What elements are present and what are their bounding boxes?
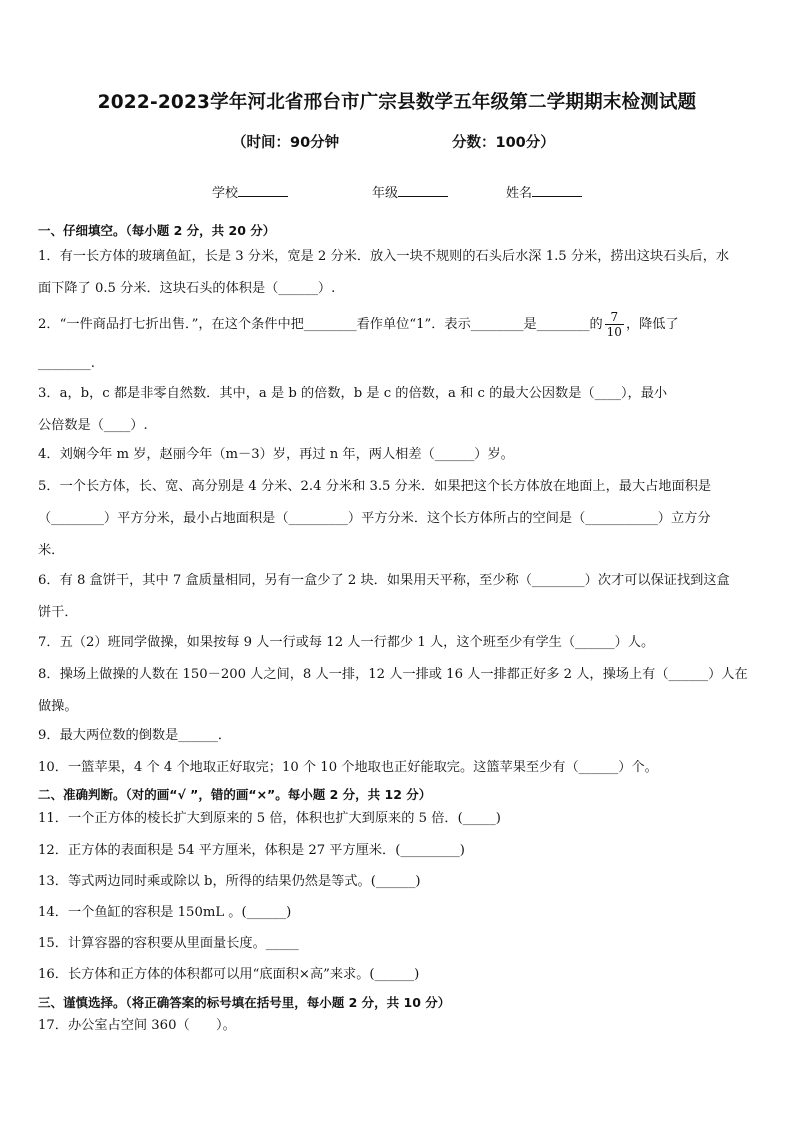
section-heading-2: 二、准确判断。（对的画“√ ”，错的画“×”。每小题 2 分，共 12 分） <box>38 787 432 802</box>
question-15: 15．计算容器的容积要从里面量长度。_____ <box>38 936 299 951</box>
question-5 <box>38 471 760 567</box>
question-2-tail: ，降低了 <box>625 317 679 332</box>
question-10: 10．一篮苹果，4 个 4 个地取正好取完；10 个 10 个地取也正好能取完。这篮苹果至少有（______）个。 <box>38 760 658 775</box>
question-2-line-2: ________. <box>38 356 95 371</box>
page-title: 2022-2023学年河北省邢台市广宗县数学五年级第二学期期末检测试题 <box>97 92 697 113</box>
class-blank[interactable] <box>398 183 448 197</box>
question-14: 14．一个鱼缸的容积是 150mL 。(______) <box>38 905 292 920</box>
class-field <box>372 182 448 201</box>
question-4: 4．刘娴今年 m 岁，赵丽今年（m－3）岁，再过 n 年，两人相差（______）岁。 <box>38 447 514 462</box>
question-17: 17．办公室占空间 360（ ）。 <box>38 1018 236 1033</box>
question-3-line-2: 公倍数是（____）. <box>38 418 148 433</box>
question-6 <box>38 565 760 629</box>
question-8 <box>38 659 760 723</box>
question-8-line-2: 做操。 <box>38 699 78 714</box>
name-blank[interactable] <box>532 183 582 197</box>
question-5-line-2: （________）平方分米，最小占地面积是（_________）平方分米．这个长方体所占的空间是（___________）立方分 <box>38 511 711 526</box>
question-3-line-1: 3．a，b，c 都是非零自然数．其中，a 是 b 的倍数，b 是 c 的倍数，a 和 c 的最大公因数是（____），最小 <box>38 386 668 401</box>
question-11: 11．一个正方体的棱长扩大到原来的 5 倍，体积也扩大到原来的 5 倍．(_____) <box>38 811 501 826</box>
exam-time: （时间：90分钟 <box>232 135 340 151</box>
question-1-line-1: 1．有一长方体的玻璃鱼缸，长是 3 分米，宽是 2 分米．放入一块不规则的石头后水深 1.5 分米，捞出这块石头后，水 <box>38 249 730 264</box>
question-5-line-1: 5．一个长方体，长、宽、高分别是 4 分米、2.4 分米和 3.5 分米．如果把这个长方体放在地面上，最大占地面积是 <box>38 479 712 494</box>
question-6-line-2: 饼干． <box>38 605 78 620</box>
school-field <box>212 182 288 201</box>
fraction-numerator: 7 <box>605 310 624 325</box>
question-2 <box>38 309 760 341</box>
question-3 <box>38 378 760 442</box>
question-16: 16．长方体和正方体的体积都可以用“底面积×高”来求。(______) <box>38 967 420 982</box>
name-field <box>506 182 582 201</box>
fraction-denominator: 10 <box>606 325 622 339</box>
name-label: 姓名 <box>506 186 533 201</box>
question-13: 13．等式两边同时乘或除以 b，所得的结果仍然是等式。(______) <box>38 874 421 889</box>
question-12: 12．正方体的表面积是 54 平方厘米，体积是 27 平方厘米．(_________) <box>38 843 465 858</box>
fraction-7-10 <box>605 310 624 339</box>
question-5-line-3: 米． <box>38 543 65 558</box>
question-8-line-1: 8．操场上做操的人数在 150－200 人之间，8 人一排，12 人一排或 16 人一排都正好多 2 人，操场上有（______）人在 <box>38 667 748 682</box>
question-6-line-1: 6．有 8 盒饼干，其中 7 盒质量相同，另有一盒少了 2 块．如果用天平称，至少称（________）次才可以保证找到这盒 <box>38 573 730 588</box>
school-label: 学校 <box>212 186 239 201</box>
section-heading-3: 三、谨慎选择。（将正确答案的标号填在括号里，每小题 2 分，共 10 分） <box>38 995 451 1010</box>
exam-score: 分数：100分） <box>452 135 555 151</box>
question-1 <box>38 241 760 305</box>
question-1-line-2: 面下降了 0.5 分米．这块石头的体积是（______）. <box>38 281 336 296</box>
question-9: 9．最大两位数的倒数是______． <box>38 728 232 743</box>
section-heading-1: 一、仔细填空。（每小题 2 分，共 20 分） <box>38 223 276 238</box>
question-2-line-1: 2．“一件商品打七折出售．”，在这个条件中把________看作单位“1”．表示________是________的 <box>38 317 603 332</box>
question-7: 7．五（2）班同学做操，如果按每 9 人一行或每 12 人一行都少 1 人，这个班至少有学生（______）人。 <box>38 635 655 650</box>
class-label: 年级 <box>372 186 399 201</box>
school-blank[interactable] <box>238 183 288 197</box>
